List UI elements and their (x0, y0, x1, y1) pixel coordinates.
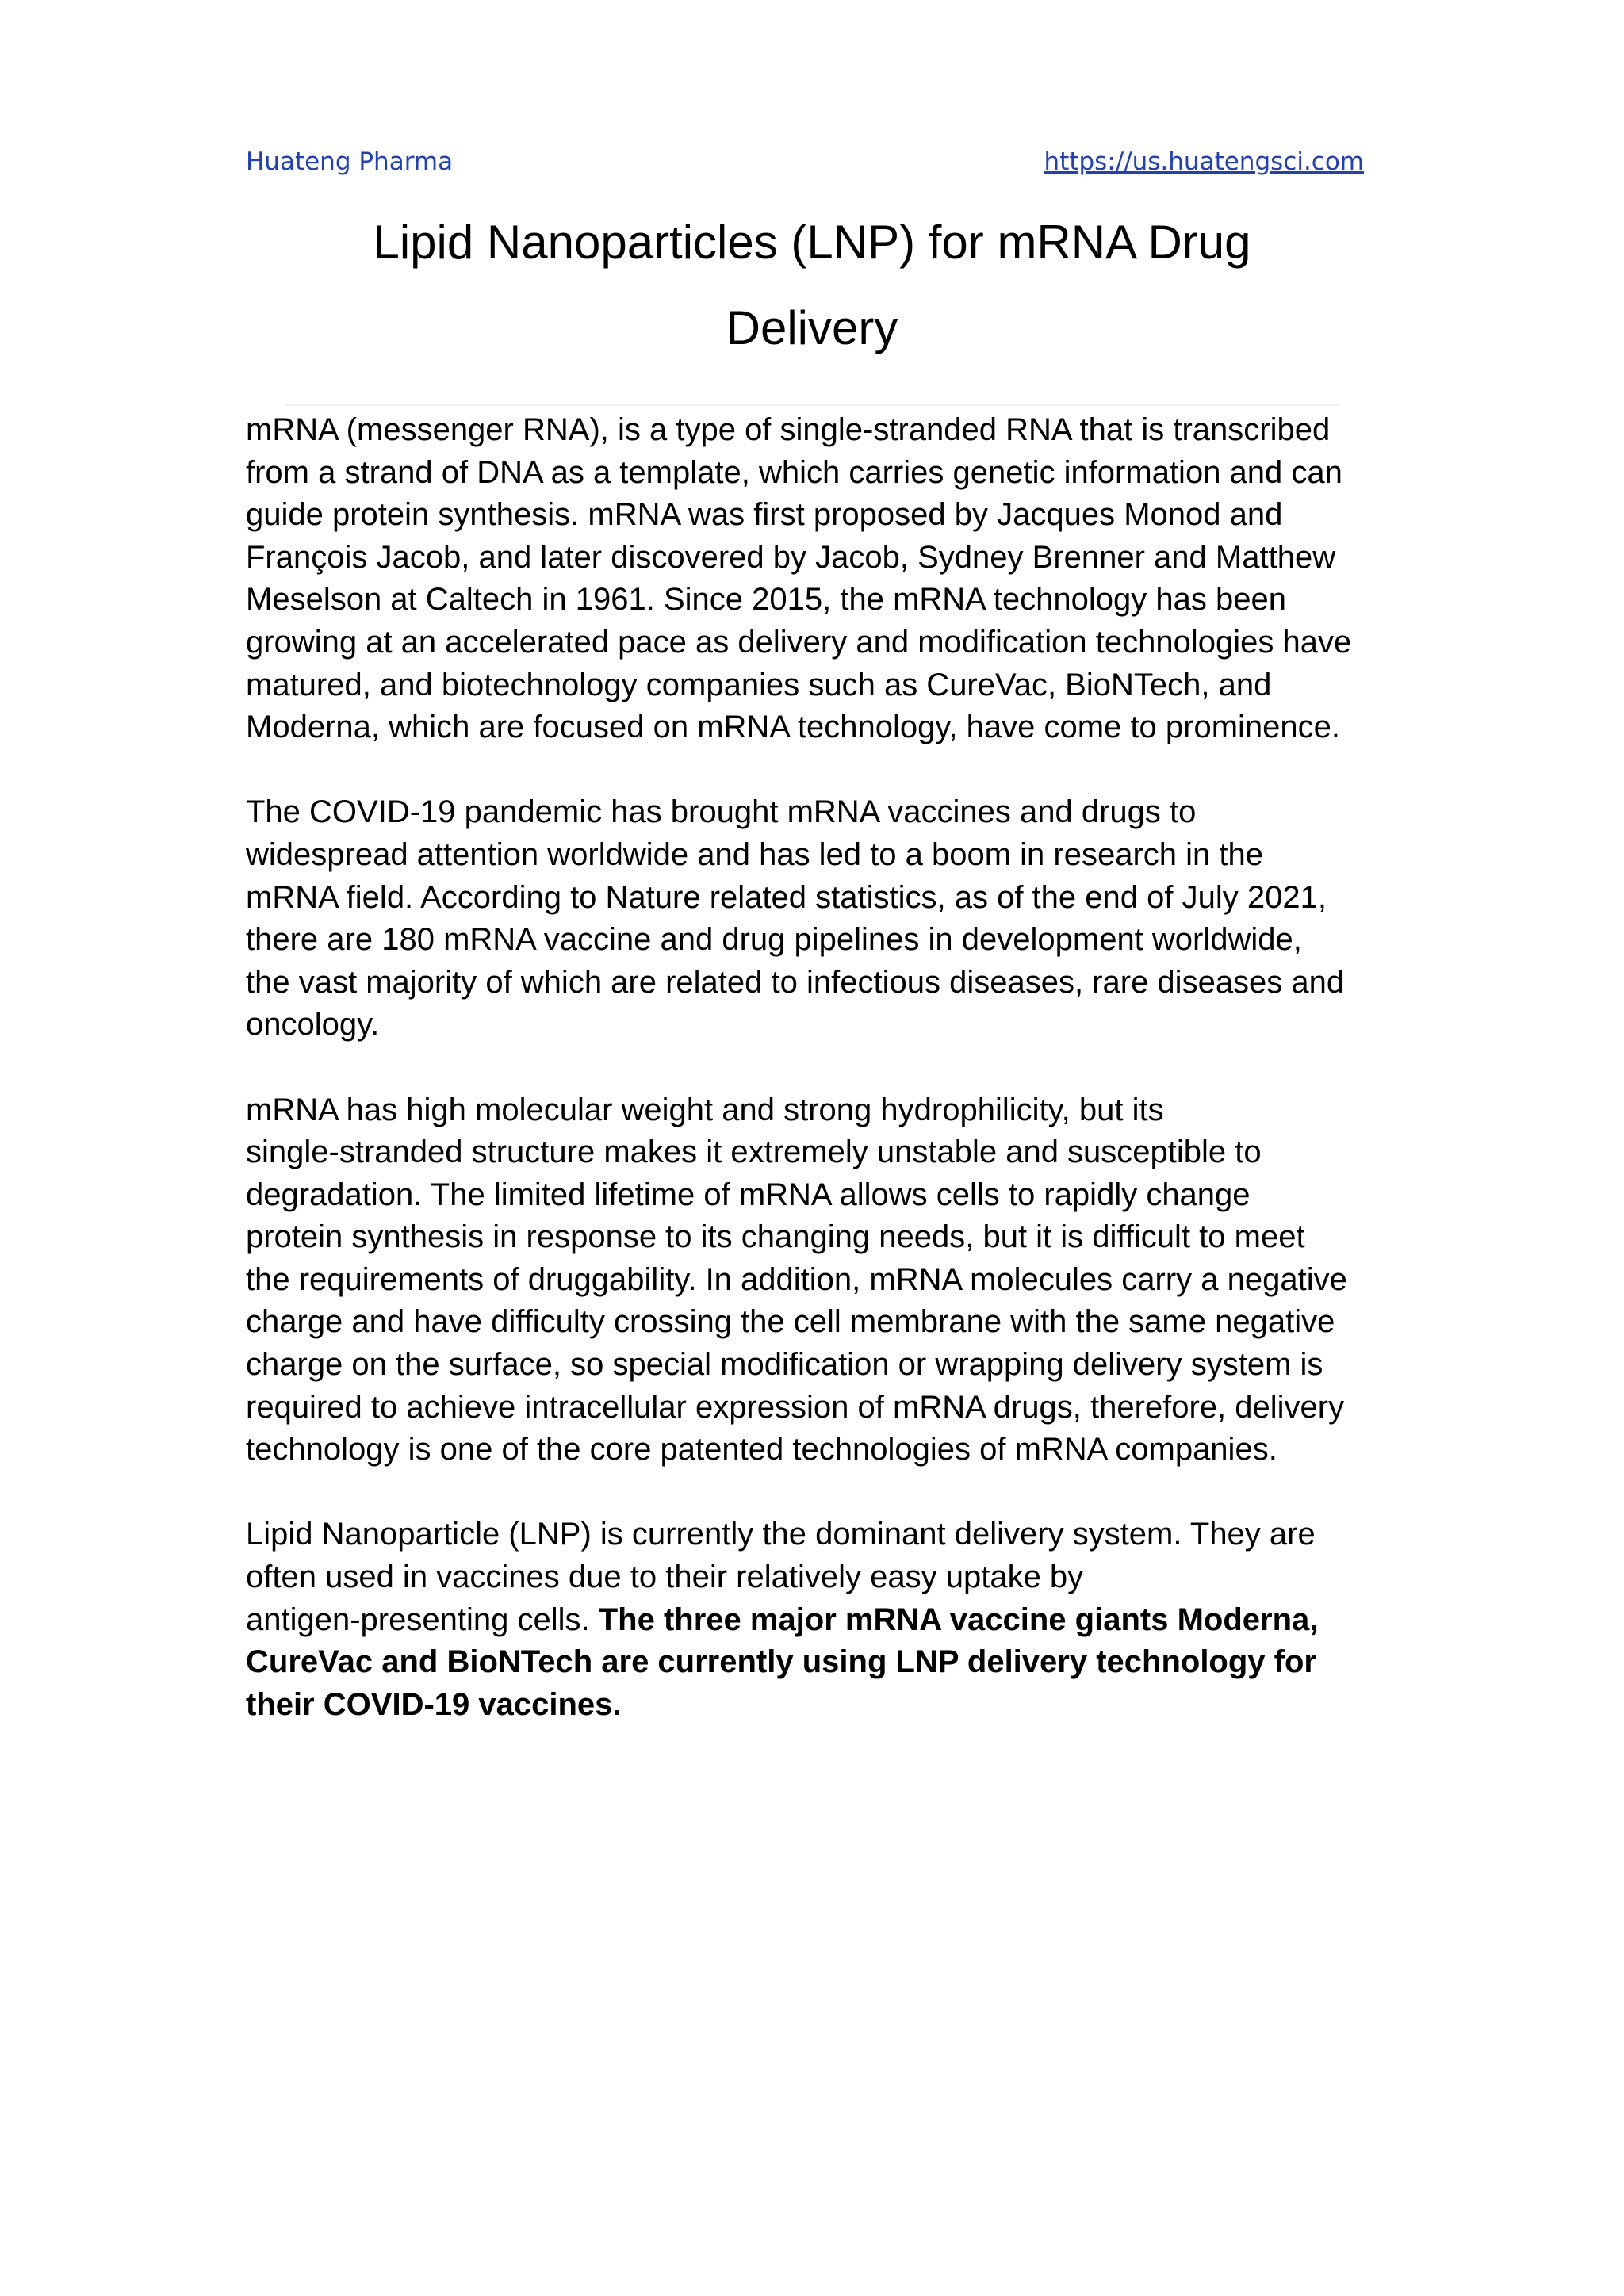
text-line: mRNA has high molecular weight and strong hydrophilicity, but its (246, 1092, 1164, 1127)
text-line: technology is one of the core patented technologies of mRNA companies. (246, 1432, 1277, 1468)
text-line: The COVID-19 pandemic has brought mRNA vaccines and drugs to (246, 794, 1197, 830)
text-line: matured, and biotechnology companies such as CureVac, BioNTech, and (246, 667, 1272, 702)
text-line: guide protein synthesis. mRNA was first proposed by Jacques Monod and (246, 497, 1283, 533)
page-header (246, 147, 1364, 186)
document-title (325, 200, 1299, 371)
paragraph-lnp-delivery (246, 1513, 1388, 1726)
text-line: widespread attention worldwide and has led to a boom in research in the (246, 836, 1264, 872)
text-line: single-stranded structure makes it extremely unstable and susceptible to (246, 1135, 1262, 1170)
text-line: often used in vaccines due to their relatively easy uptake by (246, 1559, 1084, 1595)
text-line: François Jacob, and later discovered by Jacob, Sydney Brenner and Matthew (246, 539, 1336, 575)
text-line: the requirements of druggability. In addition, mRNA molecules carry a negative (246, 1261, 1347, 1297)
text-line: degradation. The limited lifetime of mRNA allows cells to rapidly change (246, 1177, 1251, 1212)
text-line: oncology. (246, 1007, 380, 1043)
text-line: the vast majority of which are related to infectious diseases, rare diseases and (246, 964, 1345, 1000)
bold-text-segment: The three major mRNA vaccine giants Moderna, (598, 1601, 1319, 1637)
bold-text-line: CureVac and BioNTech are currently using LNP delivery technology for (246, 1644, 1316, 1680)
text-line: required to achieve intracellular expression of mRNA drugs, therefore, delivery (246, 1389, 1345, 1425)
text-line: charge and have difficulty crossing the cell membrane with the same negative (246, 1304, 1335, 1340)
document-body (246, 409, 1388, 1769)
text-line: charge on the surface, so special modification or wrapping delivery system is (246, 1347, 1323, 1383)
paragraph-covid-pandemic (246, 791, 1388, 1047)
paragraph-mrna-stability (246, 1089, 1388, 1471)
title-line-2: Delivery (726, 301, 898, 354)
text-line: mRNA field. According to Nature related statistics, as of the end of July 2021, (246, 879, 1327, 915)
text-line: growing at an accelerated pace as delivery and modification technologies have (246, 624, 1352, 660)
company-name: Huateng Pharma (246, 147, 454, 176)
text-line: mRNA (messenger RNA), is a type of single-stranded RNA that is transcribed (246, 412, 1331, 447)
paragraph-mrna-intro (246, 409, 1388, 749)
title-divider (285, 404, 1340, 406)
text-line: from a strand of DNA as a template, which carries genetic information and can (246, 454, 1342, 490)
text-line: there are 180 mRNA vaccine and drug pipelines in development worldwide, (246, 922, 1302, 958)
text-line: Meselson at Caltech in 1961. Since 2015, the mRNA technology has been (246, 582, 1286, 618)
bold-text-line: their COVID-19 vaccines. (246, 1686, 622, 1722)
text-segment: antigen-presenting cells. (246, 1601, 599, 1637)
text-line: Moderna, which are focused on mRNA technology, have come to prominence. (246, 710, 1340, 745)
text-line-mixed (246, 1599, 1388, 1642)
text-line: protein synthesis in response to its changing needs, but it is difficult to meet (246, 1219, 1305, 1255)
text-line: Lipid Nanoparticle (LNP) is currently the dominant delivery system. They are (246, 1517, 1316, 1552)
website-link[interactable]: https://us.huatengsci.com (1044, 147, 1364, 176)
title-line-1: Lipid Nanoparticles (LNP) for mRNA Drug (373, 216, 1251, 269)
